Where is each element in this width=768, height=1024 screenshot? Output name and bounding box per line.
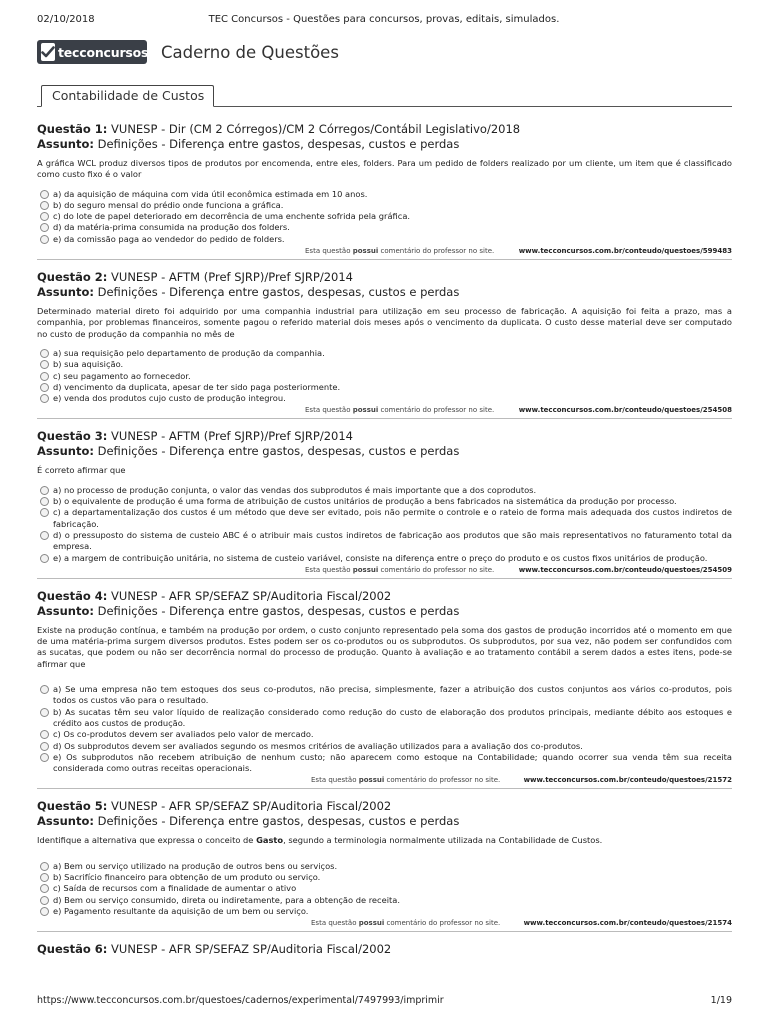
question-link[interactable]: www.tecconcursos.com.br/conteudo/questoes/21574	[523, 919, 732, 928]
print-date: 02/10/2018	[37, 14, 95, 25]
question-source: VUNESP - Dir (CM 2 Córregos)/CM 2 Córregos/Contábil Legislativo/2018	[111, 122, 521, 136]
subject-text: Definições - Diferença entre gastos, despesas, custos e perdas	[97, 285, 460, 300]
radio-button[interactable]	[40, 554, 49, 563]
tecconcursos-logo	[37, 40, 147, 64]
option-c[interactable]	[37, 729, 732, 740]
option-text: a) no processo de produção conjunta, o valor das vendas dos subprodutos é mais importante que a dos coprodutos.	[53, 484, 537, 495]
radio-button[interactable]	[40, 531, 49, 540]
page-title: Caderno de Questões	[161, 43, 339, 62]
radio-button[interactable]	[40, 223, 49, 232]
option-text: c) do lote de papel deteriorado em decorrência de uma enchente sofrida pela gráfica.	[53, 211, 411, 222]
comment-note: Esta questão possui comentário do professor no site.	[311, 776, 501, 785]
option-c[interactable]	[37, 883, 732, 894]
question-statement: É correto afirmar que	[37, 465, 126, 476]
radio-button[interactable]	[40, 753, 49, 762]
radio-button[interactable]	[40, 508, 49, 517]
question-footer	[37, 917, 732, 931]
print-page-title: TEC Concursos - Questões para concursos, provas, editais, simulados.	[208, 14, 560, 25]
option-c[interactable]	[37, 371, 732, 382]
radio-button[interactable]	[40, 896, 49, 905]
radio-button[interactable]	[40, 862, 49, 871]
question-footer	[37, 245, 732, 259]
question-subject	[37, 285, 732, 300]
question-2	[37, 270, 732, 419]
option-text: a) sua requisição pelo departamento de produção da companhia.	[53, 347, 325, 358]
subject-label: Assunto:	[37, 285, 94, 300]
question-heading	[37, 429, 732, 444]
subject-label: Assunto:	[37, 603, 94, 618]
option-e[interactable]	[37, 393, 732, 404]
question-number: Questão 5:	[37, 799, 108, 814]
option-d[interactable]	[37, 382, 732, 393]
option-text: d) Os subprodutos devem ser avaliados segundo os mesmos critérios de avaliação utilizados para a avaliação dos co-produtos.	[53, 740, 583, 751]
question-statement: A gráfica WCL produz diversos tipos de produtos por encomenda, entre eles, folders. Para um pedido de folders realizado por um cliente, um item que é classificado como custo fixo é o valor	[37, 158, 732, 180]
question-heading	[37, 589, 732, 604]
question-source: VUNESP - AFTM (Pref SJRP)/Pref SJRP/2014	[111, 270, 353, 285]
question-link[interactable]: www.tecconcursos.com.br/conteudo/questoes/599483	[518, 247, 732, 256]
question-statement: Determinado material direto foi adquirido por uma companhia industrial para utilização em seu processo de fabricação. A aquisição foi feita a prazo, mas a companhia, por problemas financeiros, somente pagou o referido material dois meses após o vencimento da duplicata. O custo desse material deve ser computado no custo de produção da companhia no mês de	[37, 306, 732, 339]
question-source: VUNESP - AFR SP/SEFAZ SP/Auditoria Fiscal/2002	[111, 799, 392, 814]
radio-button[interactable]	[40, 383, 49, 392]
option-a[interactable]	[37, 861, 732, 872]
comment-note: Esta questão possui comentário do professor no site.	[305, 406, 495, 415]
option-d[interactable]	[37, 530, 732, 553]
question-link[interactable]: www.tecconcursos.com.br/conteudo/questoes/254508	[518, 406, 732, 415]
radio-button[interactable]	[40, 349, 49, 358]
radio-button[interactable]	[40, 497, 49, 506]
radio-button[interactable]	[40, 708, 49, 717]
option-text: e) Pagamento resultante da aquisição de um bem ou serviço.	[53, 905, 309, 916]
print-header	[0, 14, 768, 28]
question-number: Questão 2:	[37, 270, 108, 285]
option-d[interactable]	[37, 741, 732, 752]
radio-button[interactable]	[40, 212, 49, 221]
option-text: d) Bem ou serviço consumido, direta ou indiretamente, para a obtenção de receita.	[53, 894, 400, 905]
question-footer	[37, 774, 732, 788]
question-subject	[37, 444, 732, 459]
logo-text: tecconcursos	[58, 44, 149, 60]
option-e[interactable]	[37, 234, 732, 245]
question-subject	[37, 137, 732, 152]
option-text: a) Bem ou serviço utilizado na produção de outros bens ou serviços.	[53, 860, 338, 871]
option-text: c) Os co-produtos devem ser avaliados pelo valor de mercado.	[53, 729, 314, 740]
comment-note: Esta questão possui comentário do professor no site.	[311, 919, 501, 928]
option-text: a) Se uma empresa não tem estoques dos seus co-produtos, não precisa, simplesmente, fazer a atribuição dos custos conjuntos aos vários co-produtos, pois todos os custos vão para o resultado.	[53, 684, 732, 706]
print-url: https://www.tecconcursos.com.br/questoes/cadernos/experimental/7497993/imprimir	[37, 995, 444, 1006]
subject-label: Assunto:	[37, 137, 94, 151]
tab-contabilidade-de-custos[interactable]: Contabilidade de Custos	[41, 85, 214, 107]
option-text: b) do seguro mensal do prédio onde funciona a gráfica.	[53, 199, 284, 210]
question-source: VUNESP - AFR SP/SEFAZ SP/Auditoria Fiscal/2002	[111, 942, 392, 957]
option-a[interactable]	[37, 684, 732, 707]
question-number: Questão 4:	[37, 588, 108, 603]
question-footer	[37, 404, 732, 418]
option-text: b) o equivalente de produção é uma forma de atribuição de custos unitários de produção a bens fabricados na sistemática da produção por processo.	[53, 496, 677, 507]
question-statement: Identifique a alternativa que expressa o conceito de Gasto, segundo a terminologia normalmente utilizada na Contabilidade de Custos.	[37, 835, 603, 846]
subject-label: Assunto:	[37, 444, 94, 459]
radio-button[interactable]	[40, 372, 49, 381]
question-subject	[37, 604, 732, 619]
option-c[interactable]	[37, 507, 732, 530]
question-source: VUNESP - AFTM (Pref SJRP)/Pref SJRP/2014	[111, 429, 353, 444]
question-link[interactable]: www.tecconcursos.com.br/conteudo/questoes/254509	[518, 565, 732, 574]
option-text: c) Saída de recursos com a finalidade de aumentar o ativo	[53, 883, 297, 894]
comment-note: Esta questão possui comentário do professor no site.	[305, 247, 495, 256]
option-text: d) o pressuposto do sistema de custeio ABC é o atribuir mais custos indiretos de fabricação aos produtos que são mais representativos no faturamento total da empresa.	[53, 529, 732, 552]
option-a[interactable]	[37, 348, 732, 359]
option-e[interactable]	[37, 752, 732, 775]
subject-text: Definições - Diferença entre gastos, despesas, custos e perdas	[97, 444, 460, 459]
question-5	[37, 799, 732, 932]
option-b[interactable]	[37, 359, 732, 370]
radio-button[interactable]	[40, 873, 49, 882]
option-d[interactable]	[37, 222, 732, 233]
option-text: d) da matéria-prima consumida na produção dos folders.	[53, 222, 290, 233]
question-footer	[37, 564, 732, 578]
option-e[interactable]	[37, 553, 732, 564]
option-text: c) a departamentalização dos custos é um método que deve ser evitado, pois não permite o controle e o rateio de forma mais adequada dos custos indiretos de fabricação.	[53, 507, 732, 529]
radio-button[interactable]	[40, 394, 49, 403]
question-1	[37, 122, 732, 260]
option-text: d) vencimento da duplicata, apesar de ter sido paga posteriormente.	[53, 381, 341, 392]
option-b[interactable]	[37, 707, 732, 730]
option-c[interactable]	[37, 211, 732, 222]
answer-options	[37, 189, 732, 245]
answer-options	[37, 684, 732, 774]
answer-options	[37, 861, 732, 917]
option-b[interactable]	[37, 872, 732, 883]
subject-text: Definições - Diferença entre gastos, despesas, custos e perdas	[97, 137, 460, 151]
page-number: 1/19	[710, 995, 732, 1006]
question-heading	[37, 799, 732, 814]
option-text: e) a margem de contribuição unitária, no sistema de custeio variável, consiste na diferença entre o preço do produto e os custos fixos unitários de produção.	[53, 552, 708, 563]
check-icon	[41, 43, 55, 61]
subject-text: Definições - Diferença entre gastos, despesas, custos e perdas	[97, 603, 460, 618]
option-text: b) sua aquisição.	[53, 359, 124, 370]
option-d[interactable]	[37, 895, 732, 906]
comment-note: Esta questão possui comentário do professor no site.	[305, 565, 495, 574]
option-text: b) Sacrifício financeiro para obtenção de um produto ou serviço.	[53, 871, 321, 882]
answer-options	[37, 485, 732, 564]
radio-button[interactable]	[40, 730, 49, 739]
question-heading	[37, 270, 732, 285]
question-link[interactable]: www.tecconcursos.com.br/conteudo/questoes/21572	[523, 776, 732, 785]
option-text: b) As sucatas têm seu valor líquido de realização considerado como redução do custo de elaboração dos produtos principais, mediante débito aos estoques e crédito aos custos de produção.	[53, 706, 732, 728]
option-text: c) seu pagamento ao fornecedor.	[53, 370, 191, 381]
radio-button[interactable]	[40, 907, 49, 916]
question-3	[37, 429, 732, 578]
radio-button[interactable]	[40, 190, 49, 199]
option-a[interactable]	[37, 189, 732, 200]
option-e[interactable]	[37, 906, 732, 917]
option-text: e) venda dos produtos cujo custo de produção integrou.	[53, 393, 286, 404]
radio-button[interactable]	[40, 486, 49, 495]
subject-text: Definições - Diferença entre gastos, despesas, custos e perdas	[97, 814, 460, 829]
option-b[interactable]	[37, 496, 732, 507]
radio-button[interactable]	[40, 685, 49, 694]
question-4	[37, 589, 732, 790]
question-subject	[37, 814, 732, 829]
radio-button[interactable]	[40, 360, 49, 369]
answer-options	[37, 348, 732, 404]
question-number: Questão 1:	[37, 122, 108, 136]
question-6	[37, 942, 732, 957]
radio-button[interactable]	[40, 742, 49, 751]
question-statement: Existe na produção contínua, e também na produção por ordem, o custo conjunto representado pela soma dos gastos de produção incorridos até o momento em que de uma matéria-prima surgem diversos produtos. Estes podem ser os co-produtos ou os subprodutos. Os subprodutos, por sua vez, não podem ser confundidos com as sucatas, que podem ou não ser decorrência normal do processo de produção. Quanto à avaliação e ao tratamento contábil a serem dados a estes itens, pode-se afirmar que	[37, 624, 732, 669]
option-a[interactable]	[37, 485, 732, 496]
print-footer	[37, 995, 732, 1006]
radio-button[interactable]	[40, 201, 49, 210]
radio-button[interactable]	[40, 235, 49, 244]
question-source: VUNESP - AFR SP/SEFAZ SP/Auditoria Fiscal/2002	[111, 588, 392, 603]
radio-button[interactable]	[40, 884, 49, 893]
option-text: e) Os subprodutos não recebem atribuição de nenhum custo; não aparecem como estoque na Contabilidade; quando ocorrer sua venda têm sua receita considerada como outras receitas operacionais.	[53, 751, 732, 774]
question-number: Questão 6:	[37, 942, 108, 957]
option-b[interactable]	[37, 200, 732, 211]
option-text: e) da comissão paga ao vendedor do pedido de folders.	[53, 233, 285, 244]
subject-label: Assunto:	[37, 814, 94, 829]
question-list	[37, 122, 732, 957]
question-number: Questão 3:	[37, 429, 108, 444]
option-text: a) da aquisição de máquina com vida útil econômica estimada em 10 anos.	[53, 188, 368, 199]
question-heading	[37, 122, 732, 137]
